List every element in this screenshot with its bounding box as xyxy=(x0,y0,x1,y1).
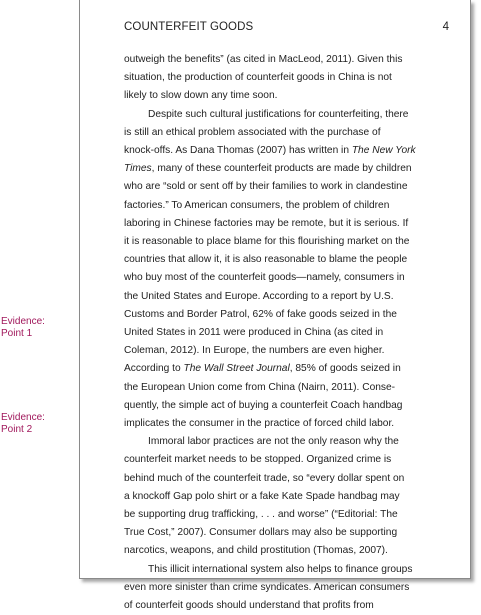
text-line: countries that allow it, it is also reasonable to blame the people xyxy=(124,254,408,266)
text-line: United States in 2011 were produced in China (as cited in xyxy=(124,327,384,339)
margin-note-evidence-point-2 xyxy=(1,412,45,436)
text-line: the United States and Europe. According to a report by U.S. xyxy=(124,290,394,302)
paragraph-continuation xyxy=(124,51,454,106)
body-text xyxy=(124,51,454,615)
text-line: factories.” To American consumers, the problem of children xyxy=(124,199,390,211)
text-line: Customs and Border Patrol, 62% of fake goods seized in the xyxy=(124,308,397,320)
text-line: a knockoff Gap polo shirt or a fake Kate Spade handbag may xyxy=(124,490,400,502)
text-line: the European Union come from China (Nairn, 2011). Conse- xyxy=(124,381,396,393)
text-line: This illicit international system also helps to finance groups xyxy=(148,563,413,575)
text-line: outweigh the benefits” (as cited in MacLeod, 2011). Given this xyxy=(124,54,403,65)
text-line: Immoral labor practices are not the only reason why the xyxy=(148,436,399,448)
text-line: it is reasonable to place blame for this flourishing market on the xyxy=(124,236,410,248)
text-line: Despite such cultural justifications for counterfeiting, there xyxy=(148,108,409,120)
text-line: is still an ethical problem associated with the purchase of xyxy=(124,126,381,138)
running-head: COUNTERFEIT GOODS xyxy=(124,21,254,33)
margin-note-evidence-point-1 xyxy=(1,316,45,340)
text-line xyxy=(124,360,454,378)
text-run: According to xyxy=(124,363,184,375)
text-line: implicates the consumer in the practice of forced child labor. xyxy=(124,418,395,430)
paragraph-illicit-system xyxy=(124,561,454,615)
document-page xyxy=(79,0,471,612)
italic-title: The Wall Street Journal xyxy=(183,363,290,375)
text-line: be supporting drug trafficking, . . . and worse” (“Editorial: The xyxy=(124,509,398,521)
italic-title: The New York xyxy=(351,145,416,157)
italic-title: Times xyxy=(124,163,152,175)
margin-note-point: Point 2 xyxy=(1,424,33,435)
text-line: behind much of the counterfeit trade, so “every dollar spent on xyxy=(124,472,405,484)
margin-note-label: Evidence: xyxy=(1,412,45,423)
paragraph-ethical-problem xyxy=(124,106,454,434)
text-line: narcotics, weapons, and child prostitution (Thomas, 2007). xyxy=(124,545,388,557)
text-line: counterfeit market needs to be stopped. Organized crime is xyxy=(124,454,392,466)
text-line: True Cost,” 2007). Consumer dollars may also be supporting xyxy=(124,527,398,539)
text-run: , many of these counterfeit products are made by children xyxy=(151,163,412,175)
margin-note-label: Evidence: xyxy=(1,316,45,327)
text-line: quently, the simple act of buying a counterfeit Coach handbag xyxy=(124,399,403,411)
text-line xyxy=(124,160,454,178)
text-line: who are “sold or sent off by their families to work in clandestine xyxy=(124,181,408,193)
margin-note-point: Point 1 xyxy=(1,328,33,339)
text-line: situation, the production of counterfeit goods in China is not xyxy=(124,72,392,84)
text-run: knock-offs. As Dana Thomas (2007) has written in xyxy=(124,145,352,157)
text-line: Coleman, 2012). In Europe, the numbers are even higher. xyxy=(124,345,385,357)
text-run: , 85% of goods seized in xyxy=(289,363,401,375)
text-line xyxy=(124,142,454,160)
text-line: of counterfeit goods should understand that profits from xyxy=(124,600,374,612)
paragraph-organized-crime xyxy=(124,433,454,560)
text-line: likely to slow down any time soon. xyxy=(124,90,278,102)
page-number: 4 xyxy=(442,21,449,33)
text-line: who buy most of the counterfeit goods—namely, consumers in xyxy=(124,272,405,284)
text-line: laboring in Chinese factories may be remote, but it is serious. If xyxy=(124,217,409,229)
text-line: even more sinister than crime syndicates. American consumers xyxy=(124,581,410,593)
